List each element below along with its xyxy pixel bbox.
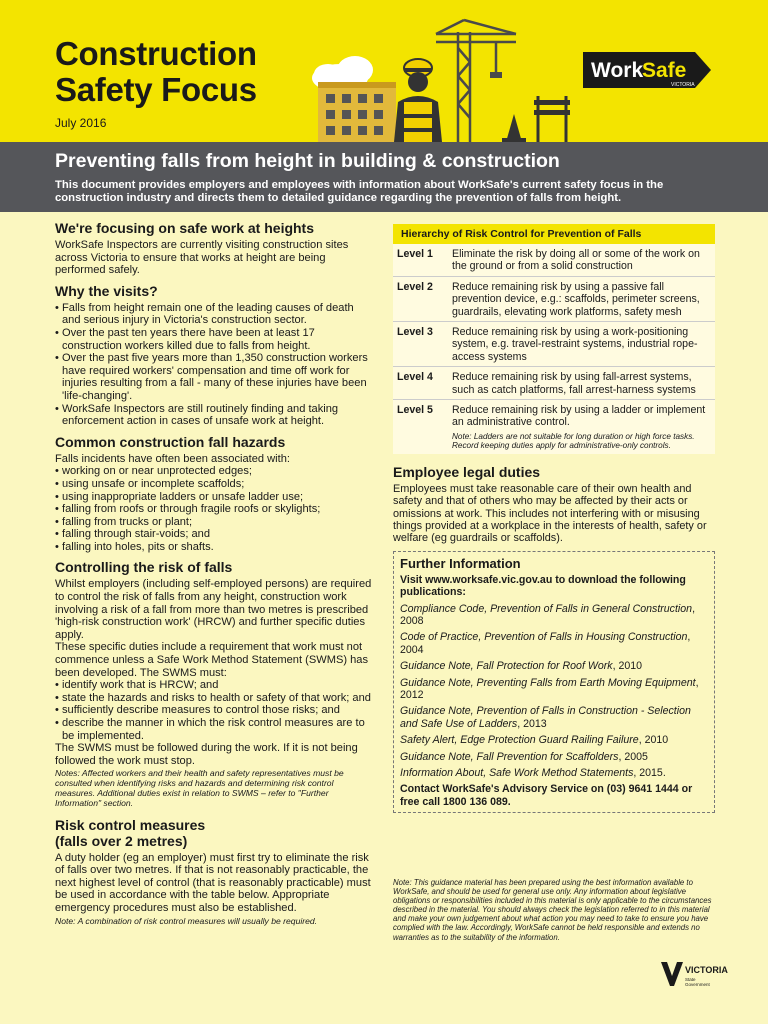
hierarchy-table	[393, 224, 715, 454]
list-item: • sufficiently describe measures to control those risks; and	[55, 704, 375, 717]
safe-work-text: WorkSafe Inspectors are currently visiting construction sites across Victoria to ensure that works at height are being performed safely.	[55, 239, 349, 277]
hierarchy-table-title: Hierarchy of Risk Control for Prevention of Falls	[393, 224, 715, 244]
controlling-risk-p2: These specific duties include a requirement that work must not commence unless a Safe Work Method Statement (SWMS) has been developed. The SWMS must:	[55, 641, 369, 679]
level-label: Level 3	[397, 326, 433, 339]
svg-text:State: State	[685, 977, 696, 982]
list-item: • falling from trucks or plant;	[55, 516, 375, 529]
title-line-2: Safety Focus	[55, 71, 257, 108]
svg-text:Safe: Safe	[642, 59, 687, 82]
publication-item: Guidance Note, Fall Prevention for Scaffolders, 2005	[400, 750, 648, 763]
list-item: • falling through stair-voids; and	[55, 528, 375, 541]
list-item: • Falls from height remain one of the leading causes of death and serious injury in Victoria's construction sector.	[55, 302, 375, 327]
title-line-1: Construction	[55, 35, 257, 72]
further-information-box	[393, 551, 715, 814]
publication-item: Compliance Code, Prevention of Falls in General Construction, 2008	[400, 602, 696, 627]
ladder-note: Note: Ladders are not suitable for long duration or high force tasks. Record keeping duties apply for administrative-only controls.	[452, 431, 695, 451]
disclaimer: Note: This guidance material has been prepared using the best information available to WorkSafe, and should be used for general use only. Any information about legislative obligations or responsibilities included in this material is only applicable to the circumstances described in the material. You should always check the legislation referred to in this material and make your own judgement about what action you may need to take to ensure you have complied with the law. Accordingly, WorkSafe cannot be held responsible and extends no warranties as to the suitability of the information.	[393, 878, 712, 942]
further-info-lead: Visit www.worksafe.vic.gov.au to download the following publications:	[400, 573, 686, 599]
svg-text:VICTORIA: VICTORIA	[685, 965, 728, 975]
publication-item: Guidance Note, Prevention of Falls in Construction - Selection and Safe Use of Ladders, 2013	[400, 705, 691, 730]
list-item: • using unsafe or incomplete scaffolds;	[55, 478, 375, 491]
heading-line-2: (falls over 2 metres)	[55, 832, 188, 849]
svg-text:VICTORIA: VICTORIA	[671, 82, 695, 88]
table-row	[393, 367, 715, 400]
publication-item: Code of Practice, Prevention of Falls in Housing Construction, 2004	[400, 631, 691, 656]
list-item: • working on or near unprotected edges;	[55, 465, 375, 478]
list-item: • state the hazards and risks to health or safety of that work; and	[55, 692, 375, 705]
header	[0, 0, 768, 142]
list-item: • Over the past five years more than 1,350 construction workers have required workers' compensation and time off work for injuries resulting from a fall - many of these injuries have been 'life-changing'.	[55, 352, 375, 402]
level-label: Level 2	[397, 280, 433, 293]
level-desc: Reduce remaining risk by using fall-arrest systems, such as catch platforms, fall arrest-harness systems	[452, 371, 696, 396]
publication-item: Safety Alert, Edge Protection Guard Railing Failure, 2010	[400, 734, 669, 747]
list-item: • using inappropriate ladders or unsafe ladder use;	[55, 491, 375, 504]
level-label: Level 1	[397, 248, 433, 260]
level-5-text: Reduce remaining risk by using a ladder or implement an administrative control.	[452, 404, 706, 429]
heading-safe-work-heights: We're focusing on safe work at heights	[55, 220, 315, 236]
further-info-heading: Further Information	[400, 555, 521, 571]
employee-duties-text: Employees must take reasonable care of their own health and safety and that of others who may be affected by their acts or omissions at work. This includes not interfering with or misusing things provided at a workplace in the interests of health, safety or welfare (eg guardrails or scaffolds).	[393, 482, 707, 545]
victoria-government-logo	[659, 958, 728, 990]
svg-text:Government: Government	[685, 982, 710, 987]
level-desc: Reduce remaining risk by using a work-positioning system, e.g. travel-restraint systems, industrial rope-access systems	[452, 326, 698, 363]
heading-controlling-risk: Controlling the risk of falls	[55, 559, 233, 576]
why-visits-list	[55, 302, 375, 428]
heading-risk-control-measures	[55, 817, 375, 849]
controlling-risk-p3: The SWMS must be followed during the work. If it is not being followed the work must stop.	[55, 742, 358, 767]
heading-employee-duties: Employee legal duties	[393, 463, 541, 480]
list-item: • falling into holes, pits or shafts.	[55, 541, 375, 554]
list-item: • falling from roofs or through fragile roofs or skylights;	[55, 503, 375, 516]
list-item: • Over the past ten years there have been at least 17 construction workers killed due to falls from height.	[55, 327, 375, 352]
heading-line-1: Risk control measures	[55, 816, 206, 833]
advisory-contact: Contact WorkSafe's Advisory Service on (03) 9641 1444 or free call 1800 136 089.	[400, 783, 693, 808]
level-desc: Reduce remaining risk by using a passive fall prevention device, e.g.: scaffolds, perimeter screens, guardrails, elevating work platforms, safety mesh	[452, 280, 700, 318]
list-item: • WorkSafe Inspectors are still routinely finding and taking enforcement action in cases of unsafe work at height.	[55, 403, 375, 428]
level-desc	[452, 404, 711, 451]
swms-list	[55, 679, 375, 742]
list-item: • identify work that is HRCW; and	[55, 679, 375, 692]
left-column	[55, 220, 375, 926]
right-column	[393, 224, 715, 813]
table-row	[393, 277, 715, 322]
level-label: Level 4	[397, 371, 433, 384]
publication-date: July 2016	[55, 116, 107, 130]
intro-banner	[0, 142, 768, 212]
level-desc: Eliminate the risk by doing all or some of the work on the ground or from a solid construction	[452, 248, 700, 273]
table-row	[393, 400, 715, 454]
banner-text: This document provides employers and employees with information about WorkSafe's current safety focus in the construction industry and directs them to detailed guidance regarding the prevention of falls from height.	[55, 179, 664, 204]
list-item: • describe the manner in which the risk control measures are to be implemented.	[55, 717, 375, 742]
publication-item: Guidance Note, Fall Protection for Roof Work, 2010	[400, 660, 643, 673]
publication-item: Guidance Note, Preventing Falls from Earth Moving Equipment, 2012	[400, 676, 699, 701]
table-row	[393, 244, 715, 277]
consultation-note: Notes: Affected workers and their health and safety representatives must be consulted when identifying risks and hazards and determining risk control measures. Additional duties exist in relation to SWMS – refer to "Further Information" section.	[55, 768, 344, 808]
banner-title: Preventing falls from height in building & construction	[55, 150, 560, 172]
svg-text:Work: Work	[591, 59, 644, 82]
fall-hazards-list	[55, 465, 375, 553]
construction-illustration	[300, 18, 570, 142]
worksafe-logo	[579, 48, 715, 92]
heading-why-visits: Why the visits?	[55, 282, 158, 299]
heading-fall-hazards: Common construction fall hazards	[55, 433, 286, 450]
fall-hazards-intro: Falls incidents have often been associated with:	[55, 452, 290, 465]
page-title	[55, 36, 257, 108]
level-label: Level 5	[397, 404, 433, 417]
table-row	[393, 322, 715, 367]
controlling-risk-p1: Whilst employers (including self-employed persons) are required to control the risk of falls from any height, construction work involving a risk of a fall from more than two metres is prescribed 'high-risk construction work' (HRCW) and further specific duties apply.	[55, 578, 372, 641]
combination-note: Note: A combination of risk control measures will usually be required.	[55, 915, 318, 926]
risk-control-text: A duty holder (eg an employer) must first try to eliminate the risk of falls over two metres. If that is not reasonably practicable, the next highest level of control (that is reasonably practicable) must be used in accordance with the table below. Appropriate emergency procedures must also be established.	[55, 851, 371, 914]
publication-item: Information About, Safe Work Method Statements, 2015.	[400, 767, 666, 779]
